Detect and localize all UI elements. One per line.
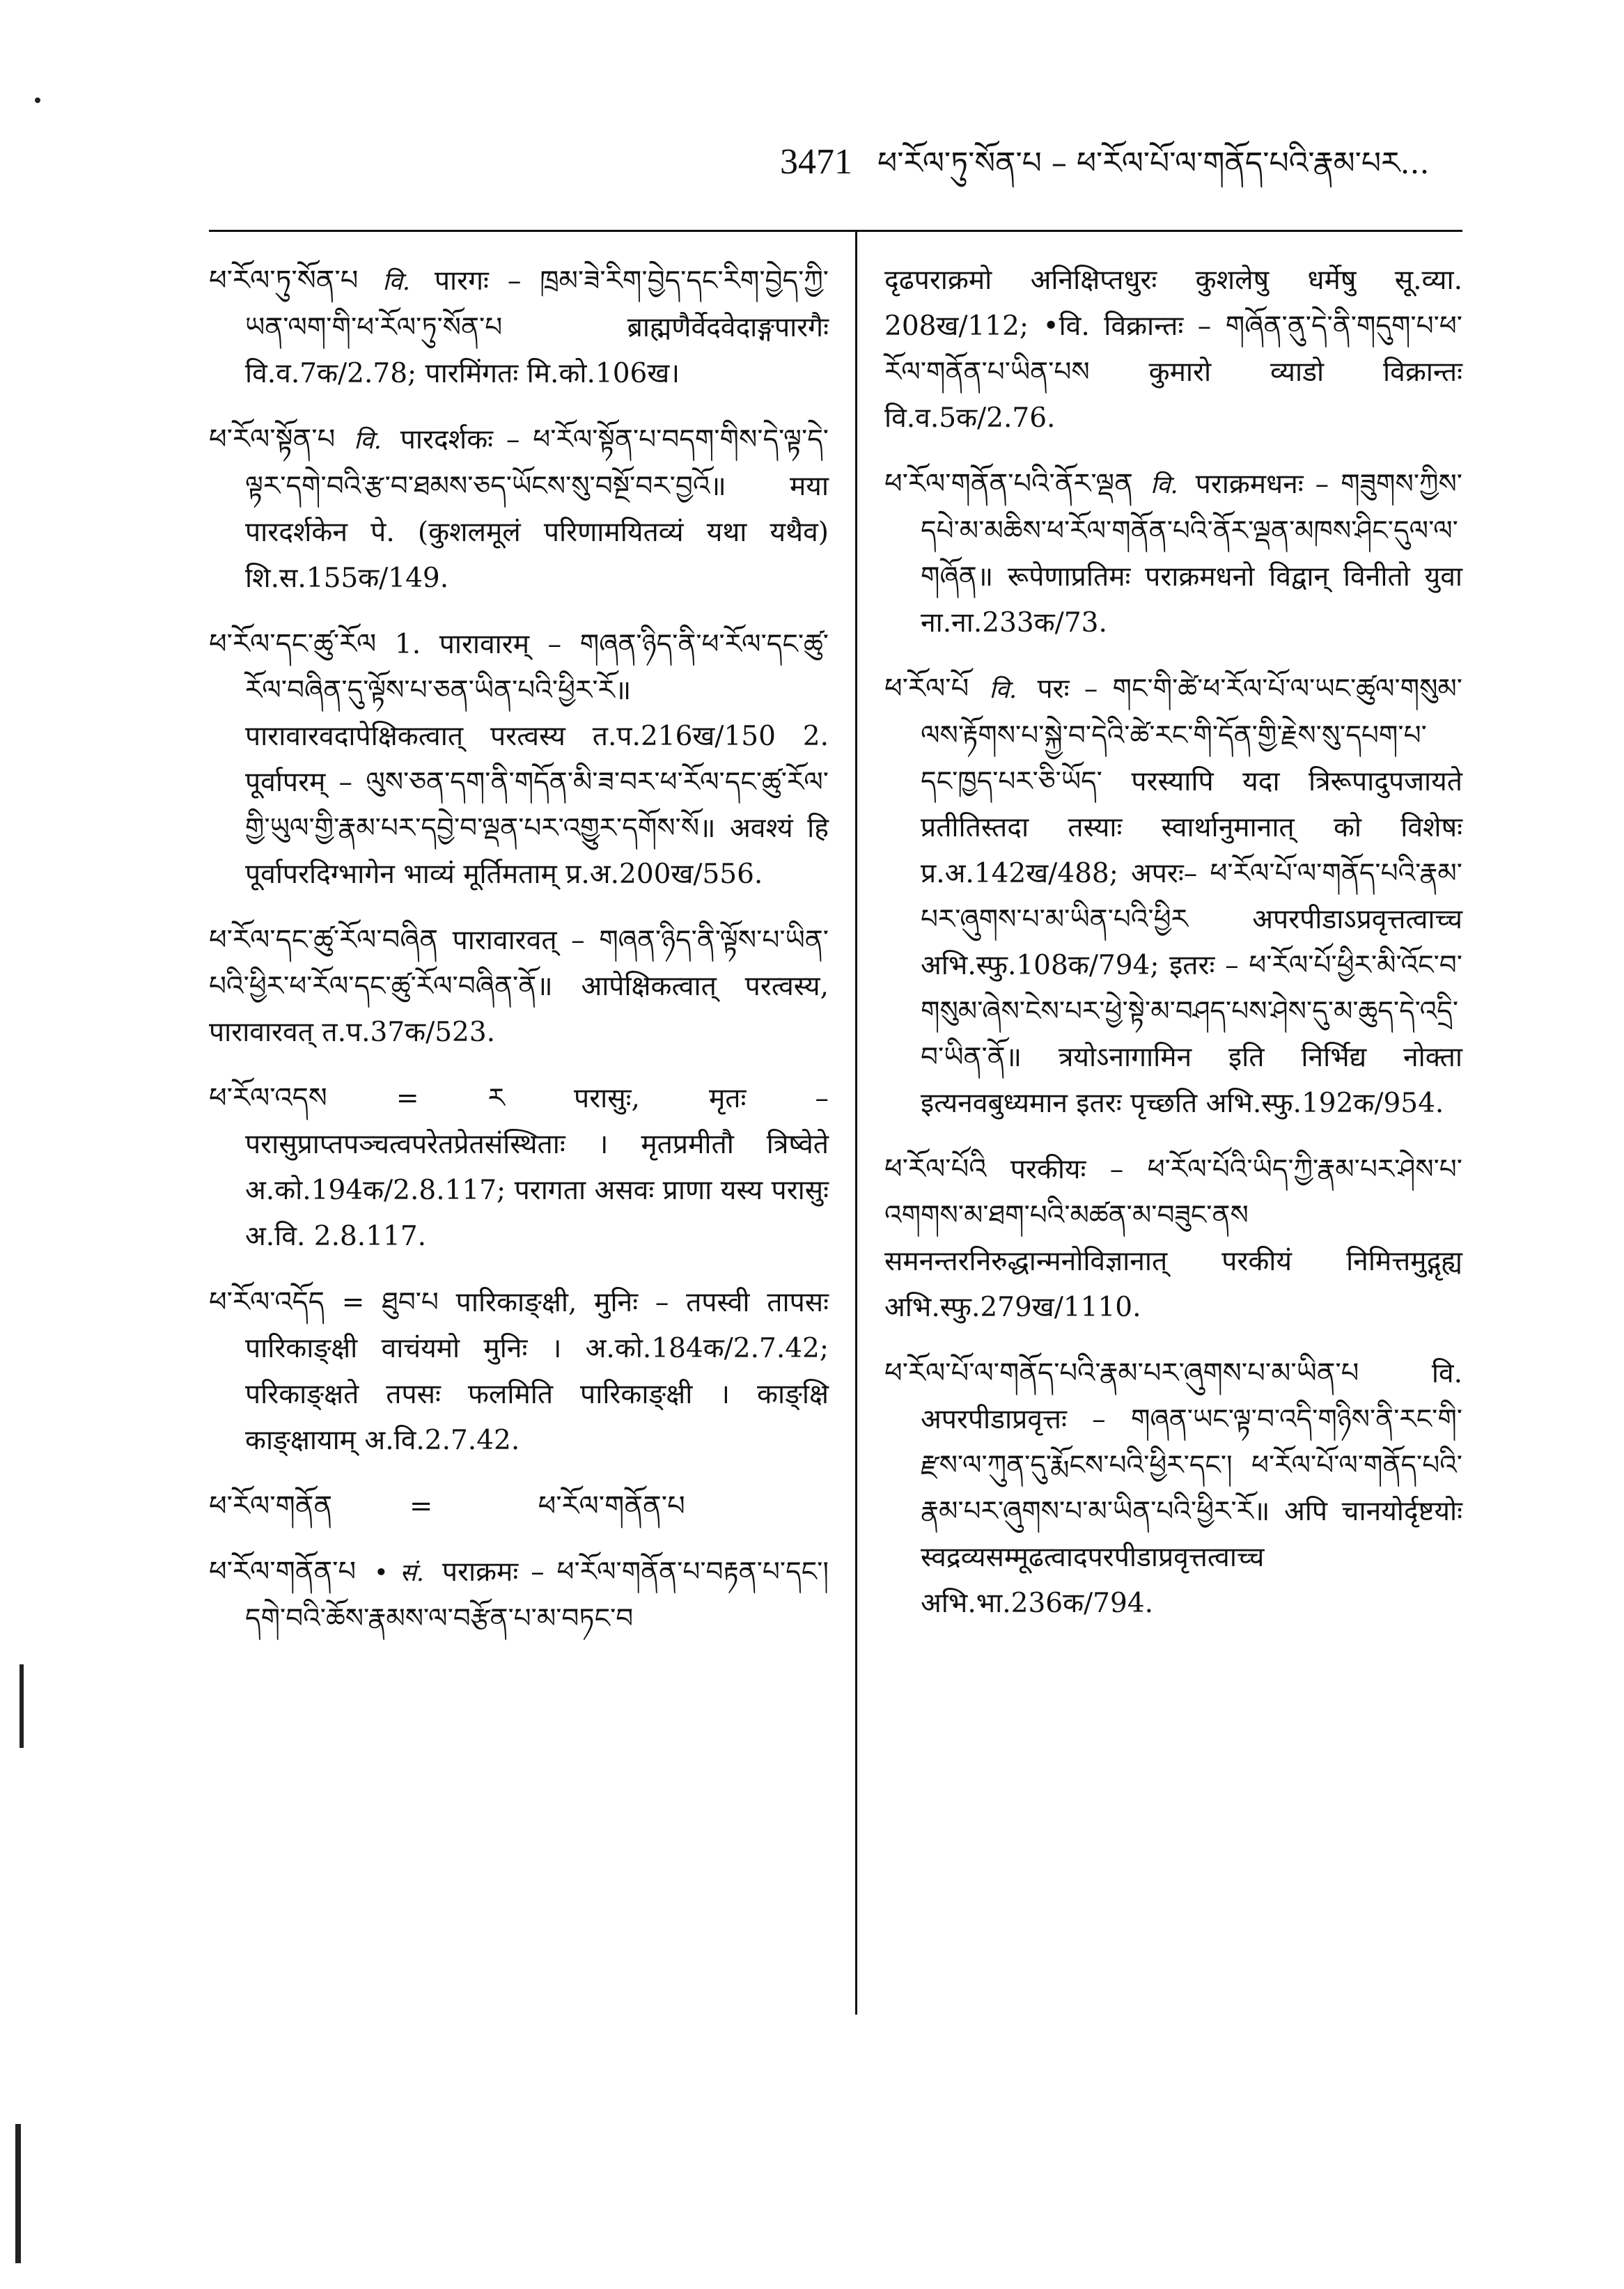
margin-mark: [19, 1664, 24, 1748]
headword: ཕ་རོལ་པོ་ལ་གནོད་པའི་རྣམ་པར་ཞུགས་པ་མ་ཡིན་པ: [884, 1357, 1359, 1389]
grammar-tag: वि.: [989, 676, 1017, 704]
entry-body: पराक्रमः – ཕ་རོལ་གནོན་པ་བརྟན་པ་དང་། དགེ་བའི་ཆོས་རྣམས་ལ་བརྩོན་པ་མ་བཏང་བ: [245, 1556, 829, 1634]
header-rule: [209, 230, 1462, 232]
entry-body: वि. अपरपीडाप्रवृत्तः – གཞན་ཡང་ལྟ་བ་འདི་གཉིས་ནི་རང་གི་རྫས་ལ་ཀུན་དུ་རྨོངས་པའི་ཕྱིར་དང་། ཕ་རོལ་པོ་ལ་གནོད་པའི་རྣམ་པར་ཞུགས་པ་མ་ཡིན་པའི་ཕྱིར་རོ॥ अपि चानयोर्दृष्टयोः स्वद्रव्यसम्मूढत्वादपरपीडाप्रवृत्तत्वाच्च अभि.भा.236क/794.: [921, 1358, 1462, 1619]
entry-body: = ཐུབ་པ पारिकाङ्क्षी, मुनिः – तपस्वी तापसः पारिकाङ्क्षी वाचंयमो मुनिः । अ.को.184क/2.7.42; परिकाङ्क्षते तपसः फलमिति पारिकाङ्क्षी । काङ्क्षि काङ्क्षायाम् अ.वि.2.7.42.: [245, 1287, 829, 1456]
entry-body: परः – གང་གི་ཚེ་ཕ་རོལ་པོ་ལ་ཡང་ཚུལ་གསུམ་ལས་རྟོགས་པ་སྐྱེ་བ་དེའི་ཚེ་རང་གི་དོན་གྱི་རྗེས་སུ་དཔག་པ་དང་ཁྱད་པར་ཅི་ཡོད་ परस्यापि यदा त्रिरूपादुपजायते प्रतीतिस्तदा तस्याः स्वार्थानुमानात् को विशेषः प्र.अ.142ख/488; अपरः– ཕ་རོལ་པོ་ལ་གནོད་པའི་རྣམ་པར་ཞུགས་པ་མ་ཡིན་པའི་ཕྱིར अपरपीडाऽप्रवृत्तत्वाच्च अभि.स्फु.108क/794; इतरः – ཕ་རོལ་པོ་ཕྱིར་མི་འོང་བ་གསུམ་ཞེས་ངེས་པར་ཕྱེ་སྟེ་མ་བཤད་པས་ཤེས་དུ་མ་ཆུད་དེ་འདྲི་བ་ཡིན་ནོ॥ त्रयोऽनागामिन इति निर्भिद्य नोक्ता इत्यनवबुध्यमान इतरः पृच्छति अभि.स्फु.192क/954.: [921, 673, 1463, 1119]
entry-body: पारगः – ཁྲམ་ཟེ་རིག་བྱེད་དང་རིག་བྱེད་ཀྱི་ཡན་ལག་གི་ཕ་རོལ་ཏུ་སོན་པ ब्राह्मणैर्वेदवेदाङ्गपारगैः वि.व.7क/2.78; पारमिंगतः मि.को.106ख।: [245, 265, 829, 389]
entry-body: पारदर्शकः – ཕ་རོལ་སྟོན་པ་བདག་གིས་དེ་ལྟ་དེ་ལྟར་དགེ་བའི་རྩ་བ་ཐམས་ཅད་ཡོངས་སུ་བསྔོ་བར་བྱའོ॥ मया पारदर्शकेन पे. (कुशलमूलं परिणामयितव्यं यथा यथैव) शि.स.155क/149.: [245, 424, 829, 594]
entry-body: पराक्रमधनः – གཟུགས་ཀྱིས་དཔེ་མ་མཆིས་ཕ་རོལ་གནོན་པའི་ནོར་ལྡན་མཁས་ཤིང་དུལ་ལ་གཞོན॥ रूपेणाप्रतिमः पराक्रमधनो विद्वान् विनीतो युवा ना.ना.233क/73.: [921, 469, 1462, 639]
margin-mark: [15, 2124, 21, 2263]
dictionary-entry: [209, 621, 829, 898]
dictionary-subentry: [209, 917, 829, 1056]
grammar-tag: वि.: [354, 427, 382, 455]
headword: ཕ་རོལ་འདོད: [209, 1286, 325, 1318]
right-column: [884, 258, 1462, 1646]
dictionary-entry: [209, 1279, 829, 1464]
dictionary-entry: [884, 1350, 1462, 1627]
headword: ཕ་རོལ་སྟོན་པ: [209, 423, 336, 455]
dictionary-entry: [209, 416, 829, 602]
headword: ཕ་རོལ་གནོན་པ: [209, 1556, 357, 1588]
headword: ཕ་རོལ་གནོན: [209, 1490, 333, 1522]
dictionary-entry: [884, 666, 1462, 1127]
headword: ཕ་རོལ་ཏུ་སོན་པ: [209, 265, 359, 297]
grammar-tag: वि.: [382, 268, 410, 296]
grammar-tag: • सं.: [374, 1559, 425, 1587]
headword: ཕ་རོལ་གནོན་པའི་ནོར་ལྡན: [884, 468, 1133, 500]
cross-reference-entry: ཕ་རོལ་གནོན = ཕ་རོལ་གནོན་པ: [209, 1490, 685, 1522]
header-range: ཕ་རོལ་ཏུ་སོན་པ – ཕ་རོལ་པོ་ལ་གནོད་པའི་རྣམ་པར...: [877, 146, 1430, 181]
headword: ཕ་རོལ་པོ: [884, 673, 969, 705]
column-divider: [855, 232, 857, 2015]
entry-body: = ར परासुः, मृतः – परासुप्राप्तपञ्चत्वपरेतप्रेतसंस्थिताः । मृतप्रमीतौ त्रिष्वेते अ.को.194क/2.8.117; परागता असवः प्राणा यस्य परासुः अ.वि. 2.8.117.: [245, 1083, 829, 1252]
left-column: [209, 258, 829, 1662]
headword: ཕ་རོལ་དང་ཚུ་རོལ: [209, 628, 377, 660]
headword: ཕ་རོལ་པོའི: [884, 1153, 987, 1185]
entry-body: दृढपराक्रमो अनिक्षिप्तधुरः कुशलेषु धर्मेषु सू.व्या. 208ख/112; •वि. विक्रान्तः – གཞོན་ནུ་དེ་ནི་གདུག་པ་ཕ་རོལ་གནོན་པ་ཡིན་པས कुमारो व्याडो विक्रान्तः वि.व.5क/2.76.: [884, 265, 1462, 434]
cross-reference-target: ཕ་རོལ་གནོན་པ: [538, 1490, 685, 1522]
entry-body: परकीयः – ཕ་རོལ་པོའི་ཡིད་ཀྱི་རྣམ་པར་ཤེས་པ་འགགས་མ་ཐག་པའི་མཚན་མ་བཟུང་ནས समनन्तरनिरुद्धान्मनोविज्ञानात् परकीयं निमित्तमुद्गृह्य अभि.स्फु.279ख/1110.: [884, 1154, 1462, 1323]
dictionary-entry-continuation: [884, 258, 1462, 442]
headword: ཕ་རོལ་འདས: [209, 1082, 327, 1114]
margin-mark: [35, 97, 40, 103]
dictionary-entry: [884, 461, 1462, 646]
entry-body: 1. पारावारम् – གཞན་ཉིད་ནི་ཕ་རོལ་དང་ཚུ་རོལ་བཞིན་དུ་ལྟོས་པ་ཅན་ཡིན་པའི་ཕྱིར་རོ॥ पारावारवदापेक्षिकत्वात् परत्वस्य त.प.216ख/150 2. पूर्वापरम् – ལུས་ཅན་དག་ནི་གདོན་མི་ཟ་བར་ཕ་རོལ་དང་ཚུ་རོལ་གྱི་ཡུལ་གྱི་རྣམ་པར་དབྱེ་བ་ལྡན་པར་འགྱུར་དགོས་སོ॥ अवश्यं हि पूर्वापरदिग्भागेन भाव्यं मूर्तिमताम् प्र.अ.200ख/556.: [245, 629, 829, 890]
page-header: [780, 129, 1490, 215]
dictionary-entry: [209, 1075, 829, 1260]
dictionary-subentry: [884, 1146, 1462, 1331]
headword: ཕ་རོལ་དང་ཚུ་རོལ་བཞིན: [209, 924, 438, 956]
entry-body: पारावारवत् – གཞན་ཉིད་ནི་ལྟོས་པ་ཡིན་པའི་ཕྱིར་ཕ་རོལ་དང་ཚུ་རོལ་བཞིན་ནོ॥ आपेक्षिकत्वात् परत्वस्य, पारावारवत् त.प.37क/523.: [209, 925, 829, 1048]
dictionary-entry: [209, 258, 829, 397]
page-number: 3471: [780, 142, 852, 182]
dictionary-entry: [209, 1549, 829, 1642]
grammar-tag: वि.: [1150, 471, 1178, 499]
